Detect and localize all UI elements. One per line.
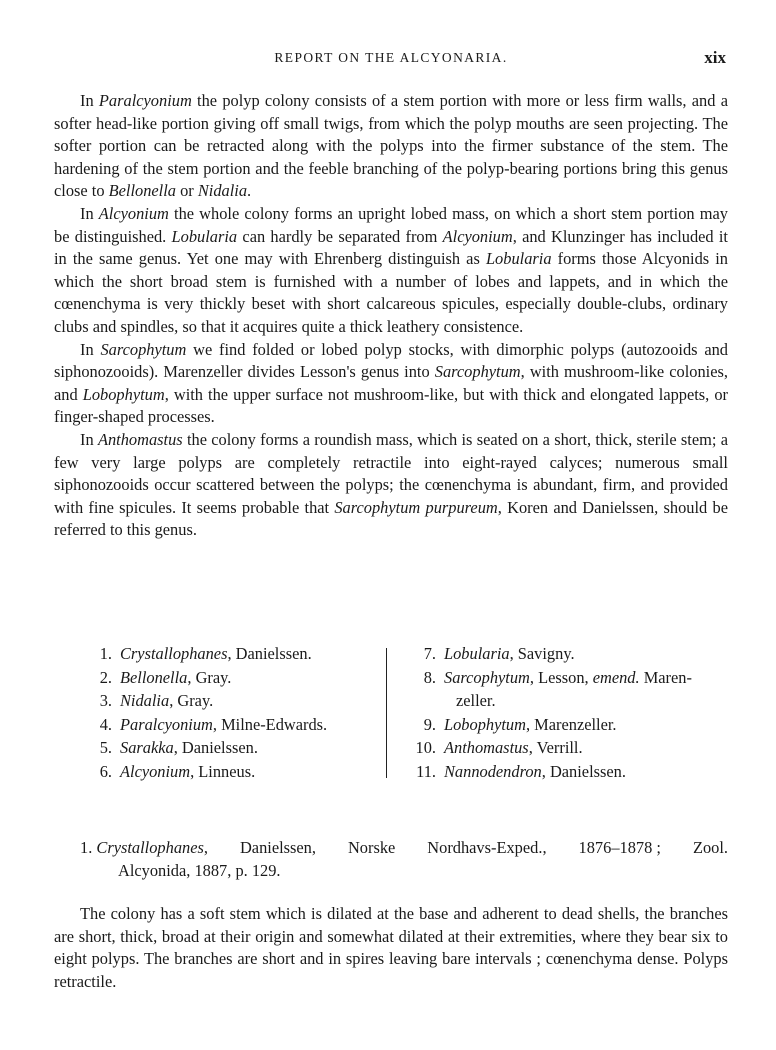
genera-list <box>54 642 728 782</box>
paragraph-paralcyonium: In Paralcyonium the polyp colony consists of a stem portion with more or less firm walls, and a softer head-like portion giving off small twigs, from which the polyp mouths are seen projecting. The softer portion can be retracted along with the polyps into the firmer substance of the stem. The hardening of the stem portion and the feeble branching of the polyp-bearing portions bring this genus close to Bellonella or Nidalia. <box>54 91 728 201</box>
paragraph-sarcophytum: In Sarcophytum we find folded or lobed polyp stocks, with dimorphic polyps (autozooids and siphonozooids). Marenzeller divides Lesson's genus into Sarcophytum, with mushroom-like colonies, and Lobophytum, with the upper surface not mushroom-like, but with thick and elongated lappets, or finger-shaped processes. <box>54 339 728 427</box>
genus-item: 8. Sarcophytum, Lesson, emend. Maren- zeller. <box>423 667 692 710</box>
genus-item: 6. Alcyonium, Linneus. <box>99 761 256 781</box>
genus-item: 3. Nidalia, Gray. <box>99 691 214 710</box>
paragraph-alcyonium: In Alcyonium the whole colony forms an upright lobed mass, on which a short stem portion may be distinguished. Lobularia can hardly be separated from Alcyonium, and Klunzinger has included it in the same genus. Yet one may with Ehrenberg distinguish as Lobularia forms those Alcyonids in which the short broad stem is furnished with a number of lobes and lappets, and in which the cœnenchyma is very thickly beset with short calcareous spicules, especially double-clubs, ordinary clubs and spindles, so that it acquires quite a thick leathery consistence. <box>54 203 729 336</box>
genus-item: 9. Lobophytum, Marenzeller. <box>423 714 617 734</box>
page-number: xix <box>704 48 726 67</box>
genus-item: 7. Lobularia, Savigny. <box>423 644 575 663</box>
running-head <box>54 50 728 72</box>
genus-reference <box>54 836 728 882</box>
reference-line-2: Alcyonida, 1887, p. 129. <box>118 861 281 880</box>
genus-description: The colony has a soft stem which is dilated at the base and adherent to dead shells, the branches are short, thick, broad at their origin and somewhat dilated at their extremities, where they bear six to eight polyps. The branches are short and in spires leaving bare intervals ; cœnenchyma dense. Polyps retractile. <box>54 904 728 991</box>
genus-item: 1. Crystallophanes, Danielssen. <box>99 644 312 663</box>
genus-item: 2. Bellonella, Gray. <box>99 667 232 687</box>
genus-item: 4. Paralcyonium, Milne-Edwards. <box>99 714 328 734</box>
genera-column-left <box>84 642 384 783</box>
body-text <box>54 90 728 542</box>
running-head-title: REPORT ON THE ALCYONARIA. <box>274 50 508 65</box>
paragraph-anthomastus: In Anthomastus the colony forms a roundish mass, which is seated on a short, thick, sterile stem; a few very large polyps are completely retractile into eight-rayed calyces; numerous small siphonozooids occur scattered between the polyps; the cœnenchyma is abundant, firm, and provided with fine spicules. It seems probable that Sarcophytum purpureum, Koren and Danielssen, should be referred to this genus. <box>54 429 728 540</box>
genus-item: 11. Nannodendron, Danielssen. <box>416 761 626 781</box>
column-divider <box>386 648 387 778</box>
genus-item: 10. Anthomastus, Verrill. <box>415 738 583 757</box>
genera-column-right <box>408 642 730 783</box>
reference-line-1: 1. Crystallophanes, Danielssen, Norske Nordhavs-Exped., 1876–1878 ; Zool. <box>80 838 728 857</box>
genus-item: 5. Sarakka, Danielssen. <box>99 738 258 757</box>
